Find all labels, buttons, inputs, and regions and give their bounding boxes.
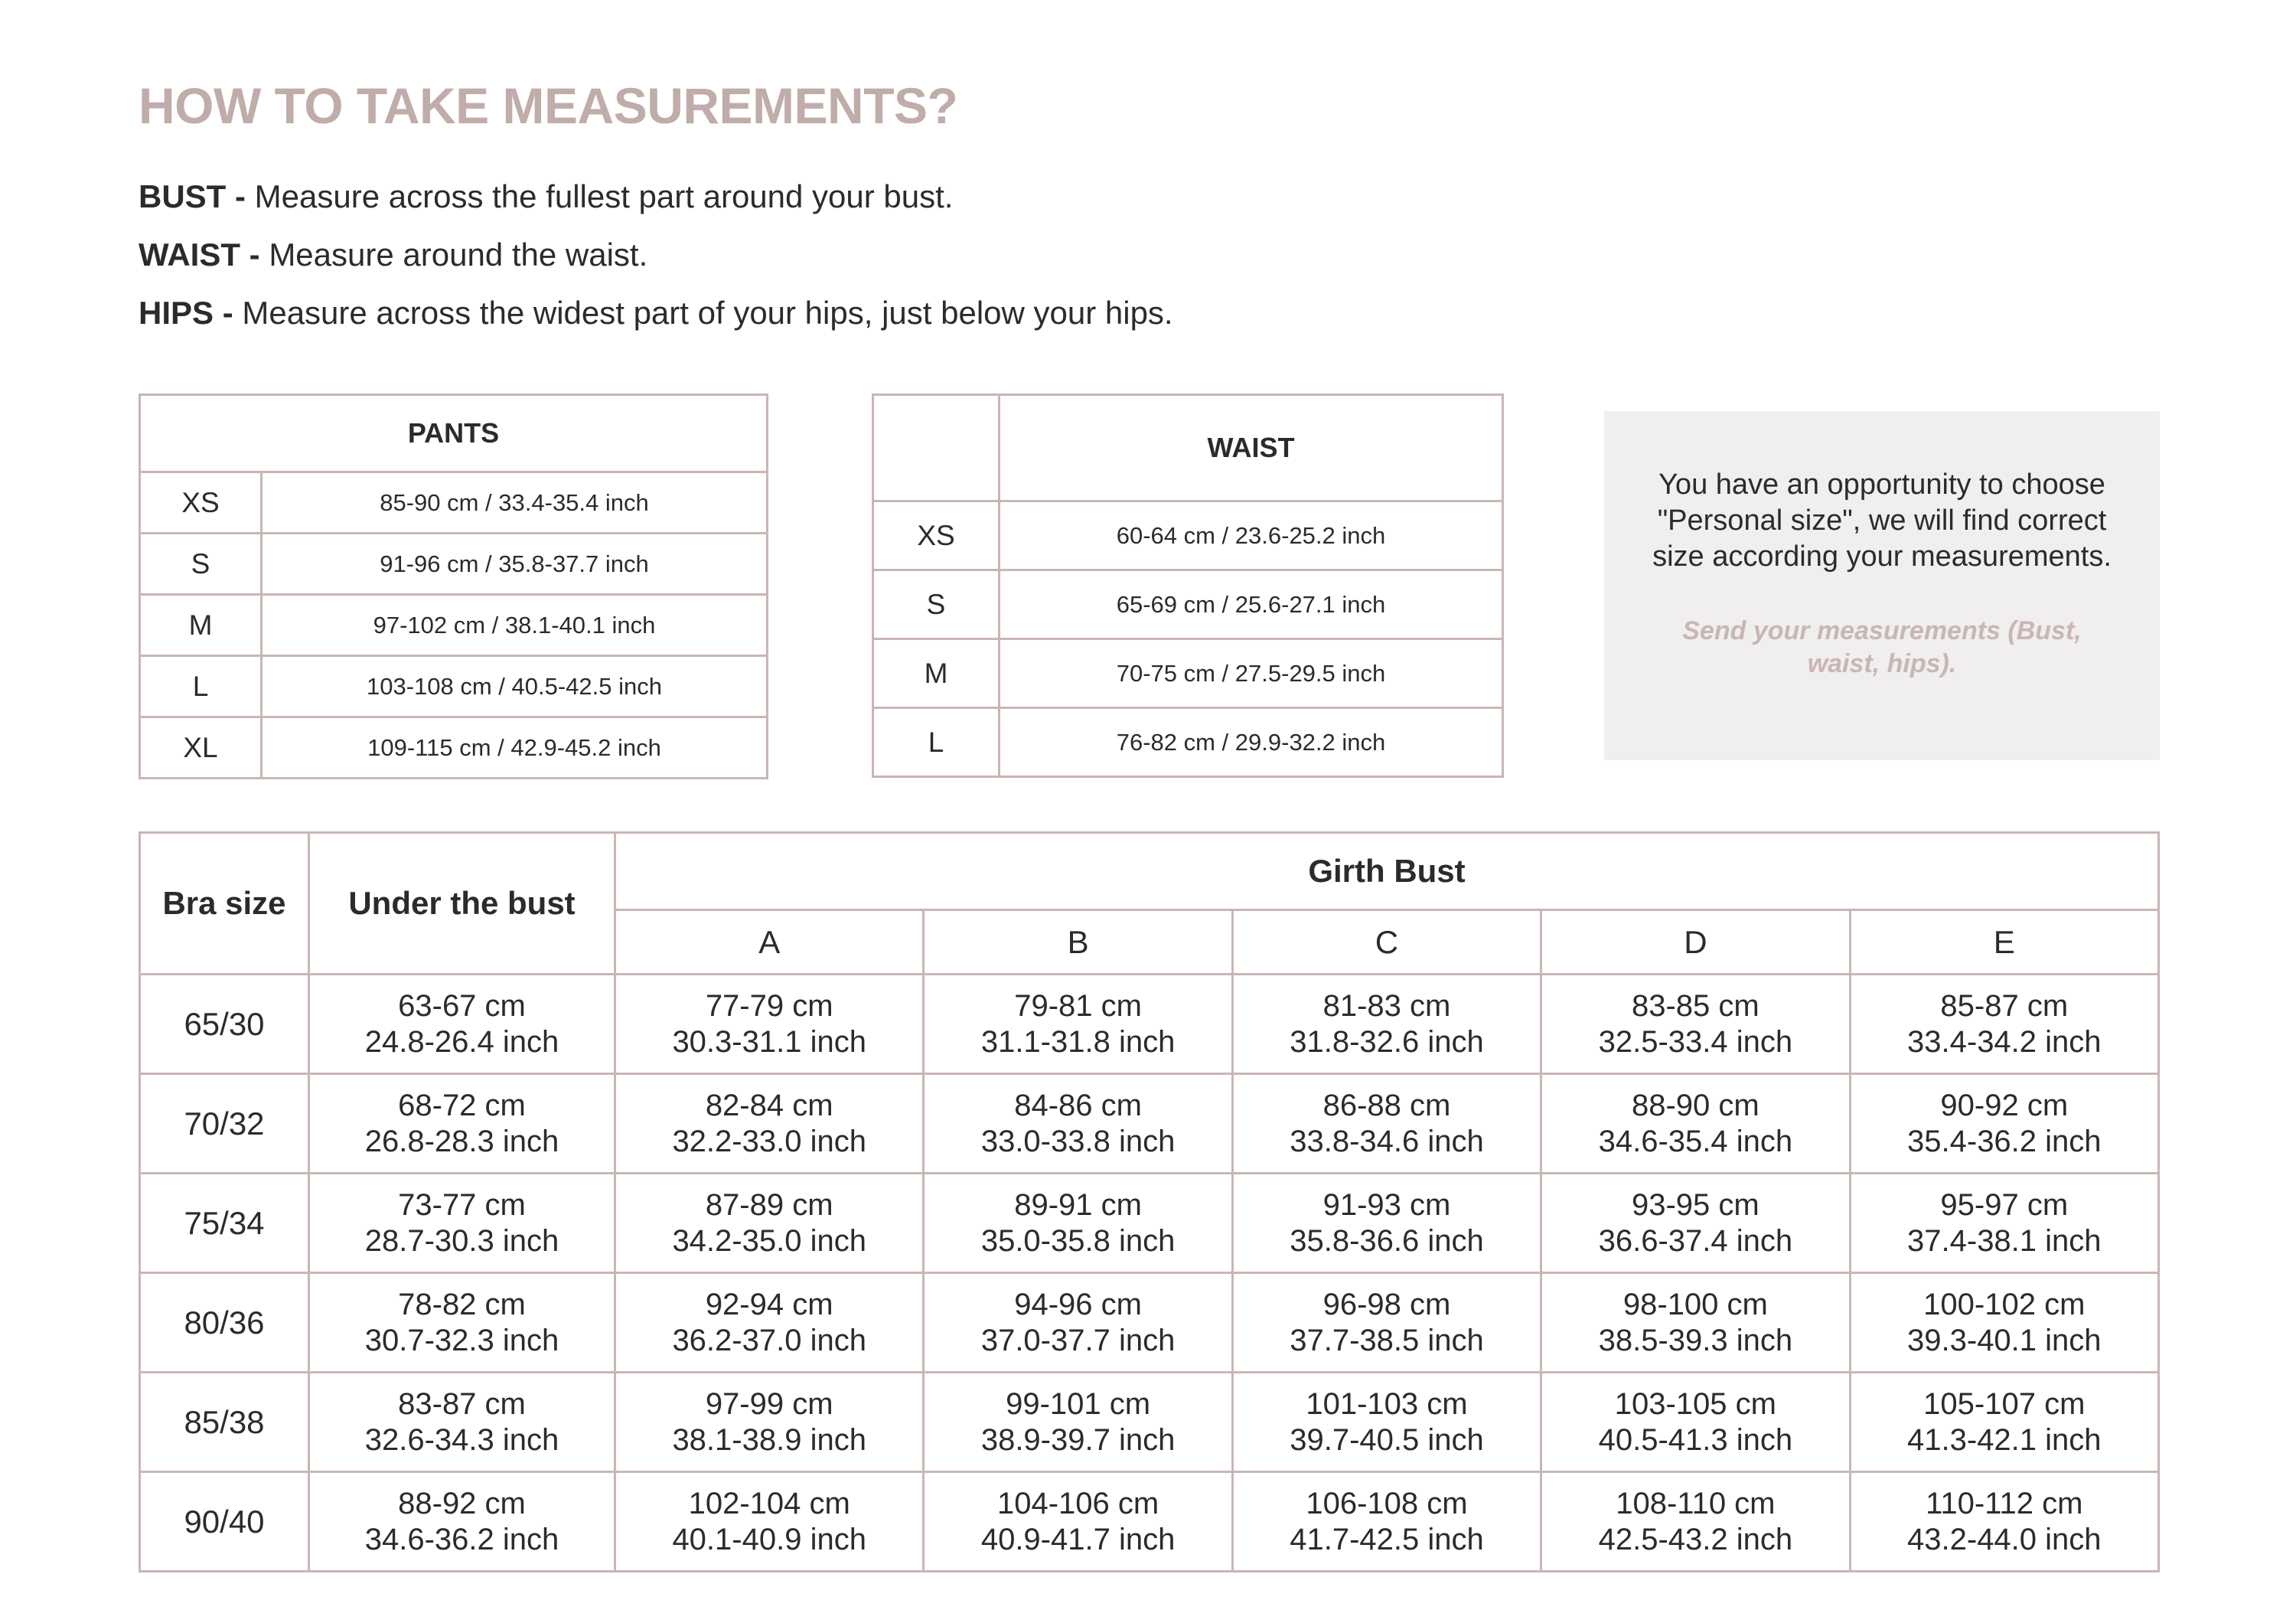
table-row xyxy=(140,717,768,779)
inch-value: 36.2-37.0 inch xyxy=(672,1323,866,1357)
table-row xyxy=(140,975,2159,1074)
cup-header-c: C xyxy=(1232,910,1541,975)
table-row xyxy=(873,708,1503,777)
under-bust-cell xyxy=(309,1373,615,1472)
inch-value: 43.2-44.0 inch xyxy=(1907,1522,2102,1556)
inch-value: 34.6-36.2 inch xyxy=(364,1522,559,1556)
cm-value: 99-101 cm xyxy=(1006,1386,1151,1421)
cm-value: 78-82 cm xyxy=(398,1287,526,1321)
inch-value: 40.5-41.3 inch xyxy=(1598,1422,1793,1457)
table-row xyxy=(140,1472,2159,1572)
girth-cell-e xyxy=(1850,1174,2158,1273)
inch-value: 31.8-32.6 inch xyxy=(1290,1024,1484,1059)
cm-value: 94-96 cm xyxy=(1014,1287,1142,1321)
girth-cell-b xyxy=(924,1174,1232,1273)
girth-cell-b xyxy=(924,1074,1232,1174)
inch-value: 41.3-42.1 inch xyxy=(1907,1422,2102,1457)
size-label: M xyxy=(140,595,262,656)
cm-value: 110-112 cm xyxy=(1926,1486,2083,1520)
table-header-row xyxy=(873,395,1503,501)
under-bust-cell xyxy=(309,1074,615,1174)
inch-value: 38.5-39.3 inch xyxy=(1598,1323,1793,1357)
size-value: 70-75 cm / 27.5-29.5 inch xyxy=(1000,639,1503,708)
bra-size-cell: 70/32 xyxy=(140,1074,309,1174)
personal-size-note xyxy=(1604,411,2160,760)
girth-cell-c xyxy=(1232,1472,1541,1572)
instruction-term: HIPS - xyxy=(139,295,233,331)
size-label: S xyxy=(140,534,262,595)
waist-header: WAIST xyxy=(1000,395,1503,501)
instruction-term: WAIST - xyxy=(139,237,260,273)
bra-size-cell: 65/30 xyxy=(140,975,309,1074)
bra-size-cell: 90/40 xyxy=(140,1472,309,1572)
girth-cell-b xyxy=(924,975,1232,1074)
bra-size-cell: 80/36 xyxy=(140,1273,309,1373)
cup-header-d: D xyxy=(1541,910,1850,975)
girth-cell-b xyxy=(924,1472,1232,1572)
inch-value: 35.4-36.2 inch xyxy=(1907,1124,2102,1158)
inch-value: 32.5-33.4 inch xyxy=(1598,1024,1793,1059)
bra-table-body xyxy=(140,975,2159,1572)
inch-value: 37.4-38.1 inch xyxy=(1907,1223,2102,1258)
girth-cell-a xyxy=(615,1373,924,1472)
cm-value: 90-92 cm xyxy=(1940,1088,2069,1122)
inch-value: 38.1-38.9 inch xyxy=(672,1422,866,1457)
inch-value: 30.7-32.3 inch xyxy=(364,1323,559,1357)
girth-cell-a xyxy=(615,1174,924,1273)
instruction-bust xyxy=(139,178,1173,215)
size-value: 65-69 cm / 25.6-27.1 inch xyxy=(1000,570,1503,639)
cm-value: 81-83 cm xyxy=(1322,988,1451,1023)
cm-value: 93-95 cm xyxy=(1631,1187,1760,1222)
cm-value: 104-106 cm xyxy=(996,1486,1159,1520)
cm-value: 88-92 cm xyxy=(398,1486,526,1520)
girth-cell-c xyxy=(1232,1373,1541,1472)
girth-cell-a xyxy=(615,1273,924,1373)
cm-value: 97-99 cm xyxy=(705,1386,833,1421)
inch-value: 33.8-34.6 inch xyxy=(1290,1124,1484,1158)
cm-value: 82-84 cm xyxy=(705,1088,833,1122)
girth-cell-d xyxy=(1541,975,1850,1074)
inch-value: 28.7-30.3 inch xyxy=(364,1223,559,1258)
inch-value: 30.3-31.1 inch xyxy=(672,1024,866,1059)
under-bust-cell xyxy=(309,975,615,1074)
inch-value: 39.3-40.1 inch xyxy=(1907,1323,2102,1357)
empty-header-cell xyxy=(873,395,1000,501)
page-title: HOW TO TAKE MEASUREMENTS? xyxy=(139,77,958,134)
instruction-text: Measure across the widest part of your hips, just below your hips. xyxy=(233,295,1173,331)
cm-value: 108-110 cm xyxy=(1616,1486,1776,1520)
instruction-text: Measure across the fullest part around your bust. xyxy=(246,178,954,214)
inch-value: 38.9-39.7 inch xyxy=(980,1422,1176,1457)
cm-value: 89-91 cm xyxy=(1014,1187,1142,1222)
inch-value: 26.8-28.3 inch xyxy=(364,1124,559,1158)
pants-header: PANTS xyxy=(140,395,768,472)
inch-value: 34.2-35.0 inch xyxy=(672,1223,866,1258)
cm-value: 87-89 cm xyxy=(705,1187,833,1222)
cm-value: 96-98 cm xyxy=(1322,1287,1451,1321)
inch-value: 37.0-37.7 inch xyxy=(980,1323,1176,1357)
measurement-instructions xyxy=(139,178,1173,352)
cm-value: 86-88 cm xyxy=(1322,1088,1451,1122)
cm-value: 77-79 cm xyxy=(705,988,833,1023)
instruction-term: BUST - xyxy=(139,178,246,214)
inch-value: 33.4-34.2 inch xyxy=(1907,1024,2102,1059)
cm-value: 79-81 cm xyxy=(1014,988,1142,1023)
cm-value: 63-67 cm xyxy=(398,988,526,1023)
waist-size-table xyxy=(872,394,1504,778)
inch-value: 32.6-34.3 inch xyxy=(364,1422,559,1457)
inch-value: 24.8-26.4 inch xyxy=(364,1024,559,1059)
send-measurements-text: Send your measurements (Bust, waist, hips). xyxy=(1682,616,2082,678)
cm-value: 95-97 cm xyxy=(1940,1187,2069,1222)
size-label: XS xyxy=(873,501,1000,570)
size-label: S xyxy=(873,570,1000,639)
girth-cell-e xyxy=(1850,975,2158,1074)
inch-value: 31.1-31.8 inch xyxy=(980,1024,1176,1059)
size-value: 60-64 cm / 23.6-25.2 inch xyxy=(1000,501,1503,570)
under-bust-cell xyxy=(309,1472,615,1572)
size-value: 76-82 cm / 29.9-32.2 inch xyxy=(1000,708,1503,777)
table-row xyxy=(873,501,1503,570)
girth-cell-a xyxy=(615,1472,924,1572)
cm-value: 88-90 cm xyxy=(1631,1088,1760,1122)
girth-cell-c xyxy=(1232,975,1541,1074)
size-label: M xyxy=(873,639,1000,708)
size-label: XL xyxy=(140,717,262,779)
under-bust-cell xyxy=(309,1174,615,1273)
inch-value: 35.0-35.8 inch xyxy=(980,1223,1176,1258)
inch-value: 36.6-37.4 inch xyxy=(1598,1223,1793,1258)
instruction-hips xyxy=(139,294,1173,331)
cm-value: 91-93 cm xyxy=(1322,1187,1451,1222)
cm-value: 84-86 cm xyxy=(1014,1088,1142,1122)
table-header-row xyxy=(140,395,768,472)
inch-value: 33.0-33.8 inch xyxy=(980,1124,1176,1158)
inch-value: 41.7-42.5 inch xyxy=(1290,1522,1484,1556)
girth-cell-b xyxy=(924,1373,1232,1472)
table-row xyxy=(140,472,768,534)
girth-cell-e xyxy=(1850,1273,2158,1373)
cm-value: 68-72 cm xyxy=(398,1088,526,1122)
inch-value: 34.6-35.4 inch xyxy=(1598,1124,1793,1158)
girth-cell-c xyxy=(1232,1273,1541,1373)
girth-cell-a xyxy=(615,975,924,1074)
size-value: 97-102 cm / 38.1-40.1 inch xyxy=(262,595,768,656)
instruction-text: Measure around the waist. xyxy=(259,237,648,273)
cm-value: 85-87 cm xyxy=(1940,988,2069,1023)
table-row xyxy=(140,1373,2159,1472)
table-header-row xyxy=(140,833,2159,910)
girth-cell-e xyxy=(1850,1472,2158,1572)
instruction-waist xyxy=(139,236,1173,273)
table-row xyxy=(873,639,1503,708)
cm-value: 101-103 cm xyxy=(1306,1386,1468,1421)
size-value: 109-115 cm / 42.9-45.2 inch xyxy=(262,717,768,779)
girth-cell-c xyxy=(1232,1174,1541,1273)
table-row xyxy=(140,1273,2159,1373)
size-value: 85-90 cm / 33.4-35.4 inch xyxy=(262,472,768,534)
size-label: L xyxy=(140,656,262,717)
cup-header-e: E xyxy=(1850,910,2158,975)
cm-value: 100-102 cm xyxy=(1923,1287,2086,1321)
inch-value: 35.8-36.6 inch xyxy=(1290,1223,1484,1258)
inch-value: 32.2-33.0 inch xyxy=(672,1124,866,1158)
table-row xyxy=(140,1074,2159,1174)
pants-size-table xyxy=(139,394,768,779)
cm-value: 83-87 cm xyxy=(398,1386,526,1421)
cm-value: 106-108 cm xyxy=(1306,1486,1468,1520)
cm-value: 105-107 cm xyxy=(1923,1386,2086,1421)
inch-value: 37.7-38.5 inch xyxy=(1290,1323,1484,1357)
cup-header-b: B xyxy=(924,910,1232,975)
girth-cell-e xyxy=(1850,1373,2158,1472)
cm-value: 92-94 cm xyxy=(705,1287,833,1321)
size-label: L xyxy=(873,708,1000,777)
girth-cell-a xyxy=(615,1074,924,1174)
table-row xyxy=(873,570,1503,639)
girth-cell-e xyxy=(1850,1074,2158,1174)
girth-bust-header: Girth Bust xyxy=(615,833,2159,910)
table-row xyxy=(140,534,768,595)
table-row xyxy=(140,656,768,717)
inch-value: 40.1-40.9 inch xyxy=(672,1522,866,1556)
girth-cell-b xyxy=(924,1273,1232,1373)
cm-value: 83-85 cm xyxy=(1631,988,1760,1023)
inch-value: 39.7-40.5 inch xyxy=(1290,1422,1484,1457)
girth-cell-d xyxy=(1541,1273,1850,1373)
cm-value: 73-77 cm xyxy=(398,1187,526,1222)
girth-cell-d xyxy=(1541,1373,1850,1472)
inch-value: 40.9-41.7 inch xyxy=(980,1522,1176,1556)
bra-size-table xyxy=(139,831,2160,1572)
under-bust-header: Under the bust xyxy=(309,833,615,975)
cm-value: 103-105 cm xyxy=(1614,1386,1776,1421)
inch-value: 42.5-43.2 inch xyxy=(1598,1522,1793,1556)
cup-header-a: A xyxy=(615,910,924,975)
girth-cell-d xyxy=(1541,1472,1850,1572)
size-label: XS xyxy=(140,472,262,534)
table-row xyxy=(140,595,768,656)
girth-cell-d xyxy=(1541,1074,1850,1174)
size-value: 103-108 cm / 40.5-42.5 inch xyxy=(262,656,768,717)
size-value: 91-96 cm / 35.8-37.7 inch xyxy=(262,534,768,595)
under-bust-cell xyxy=(309,1273,615,1373)
cm-value: 102-104 cm xyxy=(688,1486,850,1520)
girth-cell-d xyxy=(1541,1174,1850,1273)
table-row xyxy=(140,1174,2159,1273)
bra-size-header: Bra size xyxy=(140,833,309,975)
cm-value: 98-100 cm xyxy=(1623,1287,1768,1321)
personal-size-text: You have an opportunity to choose "Personal size", we will find correct size according your measurements. xyxy=(1652,469,2112,573)
girth-cell-c xyxy=(1232,1074,1541,1174)
bra-size-cell: 85/38 xyxy=(140,1373,309,1472)
bra-size-cell: 75/34 xyxy=(140,1174,309,1273)
